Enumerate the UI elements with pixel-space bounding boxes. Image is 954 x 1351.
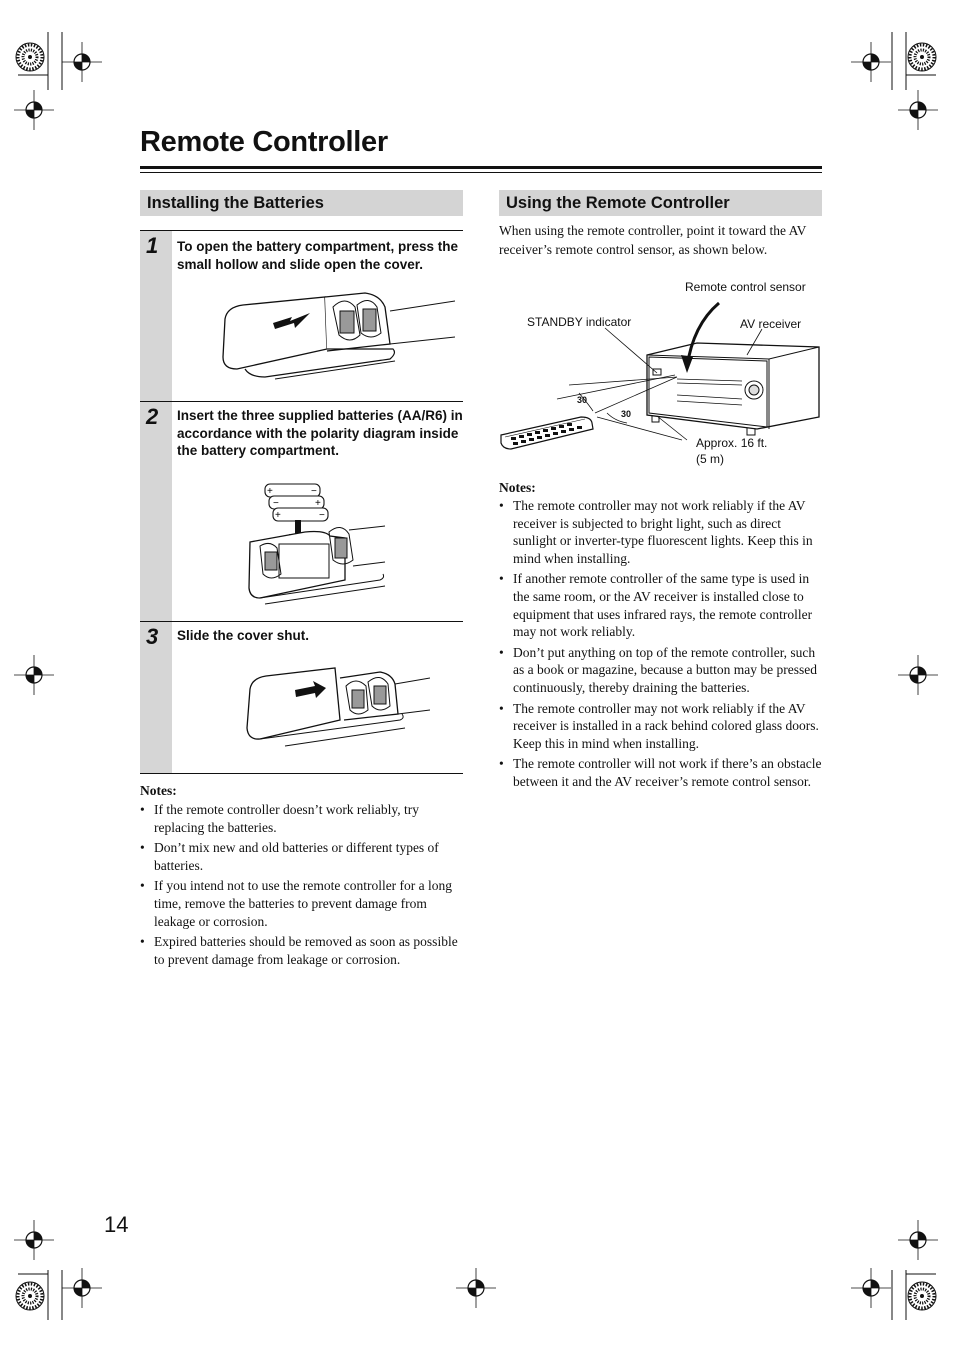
remote-usage-diagram — [497, 295, 823, 460]
svg-text:+: + — [267, 486, 273, 497]
list-item: • Don’t put anything on top of the remote controller, such as a book or magazine, because a button may be pressed continuously, thereby draining the batteries. — [499, 644, 823, 697]
step-text: To open the battery compartment, press the small hollow and slide open the cover. — [177, 239, 459, 272]
step-number: 3 — [146, 624, 159, 649]
svg-text:−: − — [311, 486, 317, 497]
svg-text:−: − — [273, 498, 279, 509]
list-item: • If the remote controller doesn’t work reliably, try replacing the batteries. — [140, 801, 464, 836]
step-3 — [140, 622, 463, 773]
battery-notes-list — [140, 801, 464, 971]
label-distance-metric: (5 m) — [696, 452, 724, 466]
step-2 — [140, 402, 463, 621]
insert-batteries-illustration — [245, 480, 455, 610]
step-text: Insert the three supplied batteries (AA/R6) in accordance with the polarity diagram inside the battery compartment. — [177, 408, 463, 458]
notes-title: Notes: — [499, 480, 536, 495]
page-number: 14 — [104, 1212, 129, 1237]
angle-label: 30 — [621, 409, 632, 419]
notes-title: Notes: — [140, 783, 177, 798]
list-item: • The remote controller may not work reliably if the AV receiver is installed in a rack behind colored glass doors. Keep this in mind when installing. — [499, 700, 823, 753]
step-number: 1 — [146, 233, 159, 258]
label-standby-indicator: STANDBY indicator — [527, 315, 632, 329]
close-cover-illustration — [240, 664, 430, 759]
remote-notes-list — [499, 497, 823, 794]
list-item: • The remote controller will not work if there’s an obstacle between it and the AV receiver’s remote control sensor. — [499, 755, 823, 790]
title-rule-thin — [140, 172, 822, 173]
label-av-receiver: AV receiver — [740, 317, 802, 331]
step-number: 2 — [146, 404, 159, 429]
list-item: • If you intend not to use the remote controller for a long time, remove the batteries to prevent damage from leakage or corrosion. — [140, 877, 464, 930]
list-item: • Expired batteries should be removed as soon as possible to prevent damage from leakage or corrosion. — [140, 933, 464, 968]
step-text: Slide the cover shut. — [177, 628, 310, 643]
angle-label: 30 — [577, 395, 588, 405]
svg-text:+: + — [315, 498, 321, 509]
section-heading-installing: Installing the Batteries — [140, 190, 463, 216]
section-heading-using: Using the Remote Controller — [499, 190, 822, 216]
svg-text:−: − — [319, 510, 325, 521]
step-1 — [140, 231, 463, 401]
label-remote-control-sensor: Remote control sensor — [685, 280, 806, 294]
list-item: • If another remote controller of the same type is used in the same room, or the AV receiver is installed close to equipment that uses infrared rays, the remote controller may not work reliably. — [499, 570, 823, 640]
label-distance: Approx. 16 ft. — [696, 436, 768, 450]
svg-text:+: + — [275, 510, 281, 521]
intro-text: When using the remote controller, point it toward the AV receiver’s remote control sensor, as shown below. — [499, 223, 807, 257]
open-cover-illustration — [215, 289, 455, 389]
list-item: • The remote controller may not work reliably if the AV receiver is subjected to bright light, such as direct sunlight or inverter-type fluorescent lights. Keep this in mind when installing. — [499, 497, 823, 567]
list-item: • Don’t mix new and old batteries or different types of batteries. — [140, 839, 464, 874]
step-divider — [140, 773, 463, 774]
page-title: Remote Controller — [140, 126, 388, 158]
title-rule — [140, 166, 822, 169]
